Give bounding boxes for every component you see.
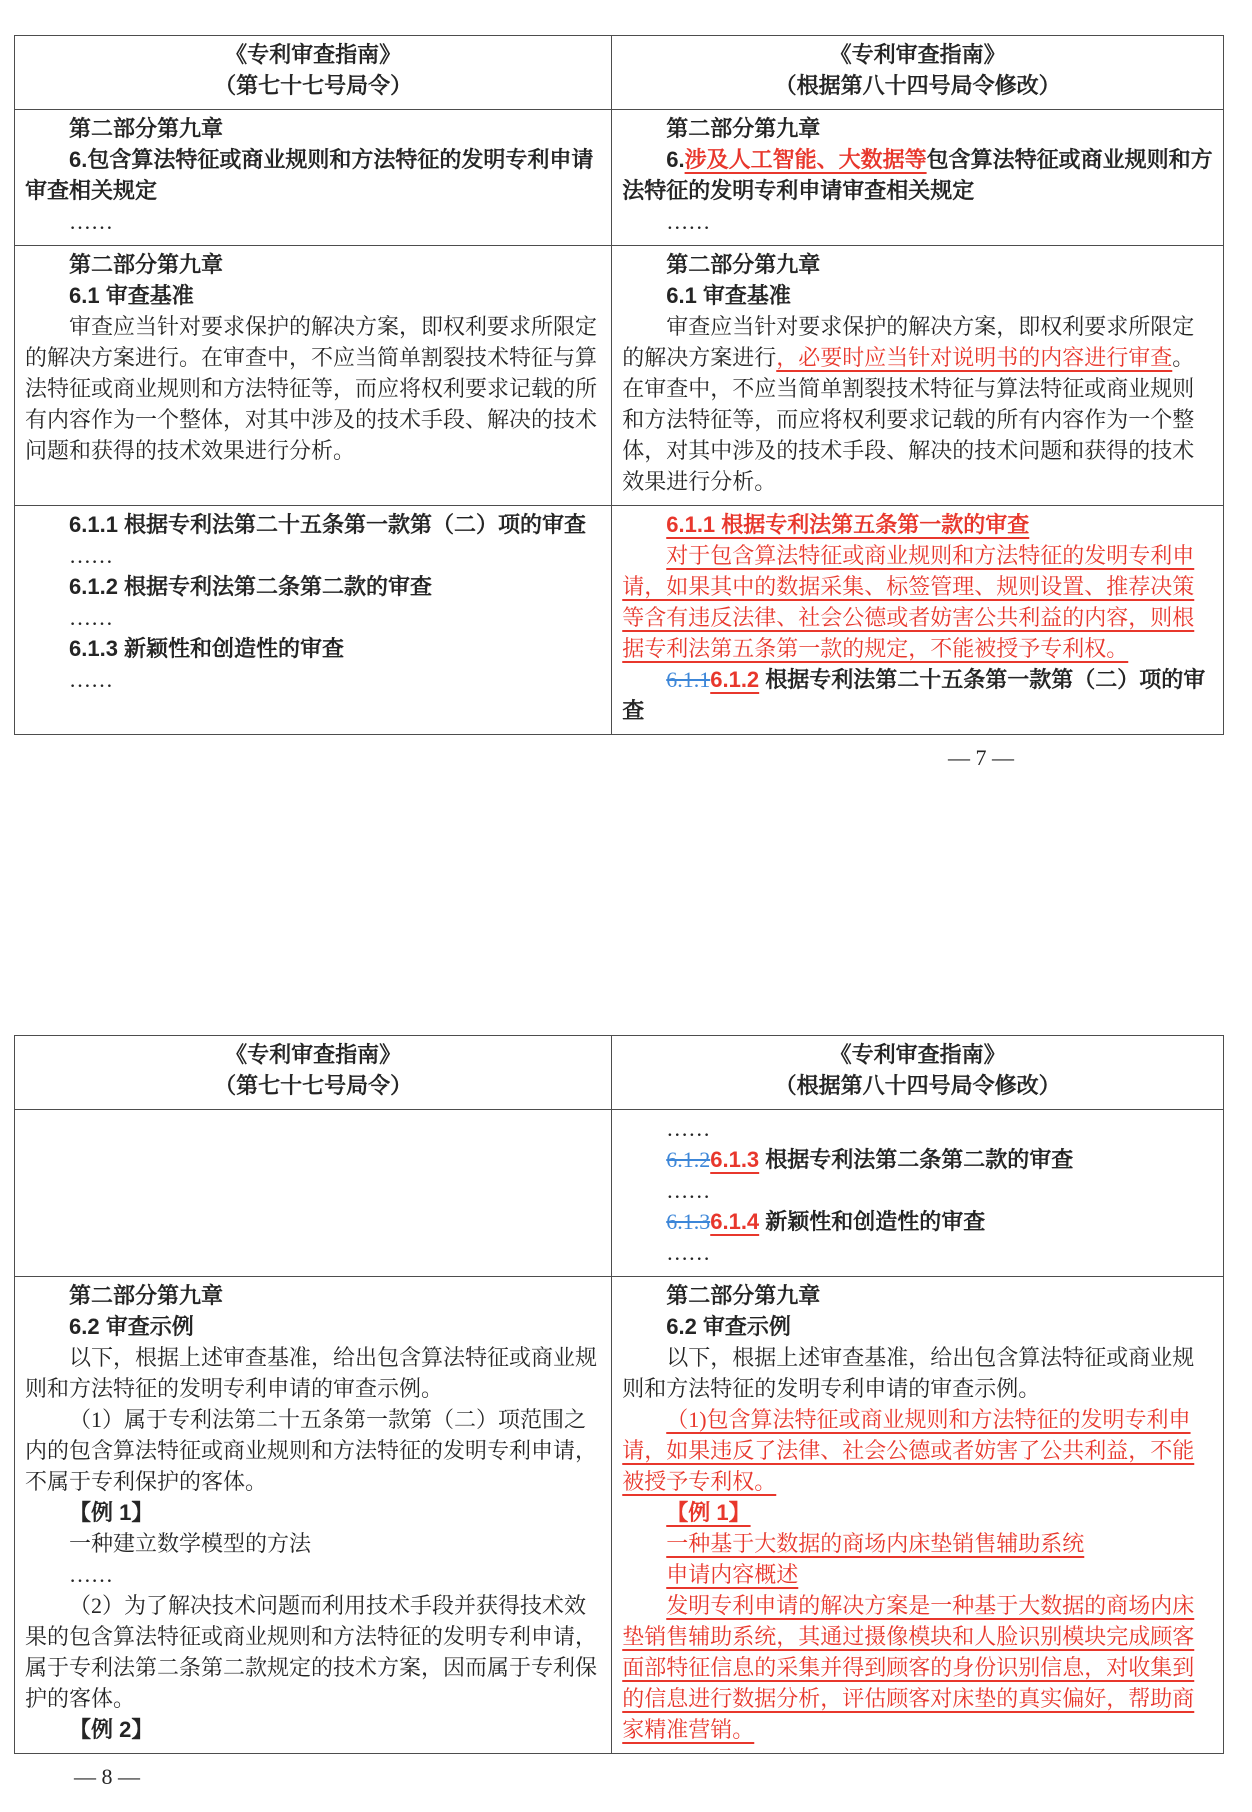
old-version-cell [15, 110, 612, 246]
text-run: 6. [666, 147, 685, 172]
text-run: 申请内容概述 [666, 1562, 799, 1587]
text-run: …… [666, 209, 711, 234]
paragraph [622, 540, 1213, 664]
paragraph [25, 249, 601, 280]
text-run: …… [666, 1116, 711, 1141]
new-version-cell [612, 246, 1224, 506]
text-run: 一种基于大数据的商场内床垫销售辅助系统 [666, 1531, 1085, 1556]
old-version-header [15, 36, 612, 110]
paragraph [25, 1528, 601, 1559]
text-run: 6.2 审查示例 [69, 1314, 194, 1339]
text-run: 【例 1】 [666, 1500, 751, 1525]
text-run: 第二部分第九章 [69, 116, 224, 141]
paragraph [622, 1311, 1213, 1342]
paragraph [622, 311, 1213, 497]
header-line [25, 1070, 601, 1101]
text-run: …… [69, 1562, 113, 1587]
text-run: 根据专利法第二十五条第一款第（二）项的审查 [622, 667, 1206, 723]
text-run: 6.1.3 [666, 1209, 711, 1234]
text-run: 6.1.2 根据专利法第二条第二款的审查 [69, 574, 433, 599]
new-version-header [612, 1036, 1224, 1110]
page-break-gap [14, 773, 1252, 1035]
text-run: 对于包含算法特征或商业规则和方法特征的发明专利申请，如果其中的数据采集、标签管理、规则设置、推荐决策等含有违反法律、社会公德或者妨害公共利益的内容，则根据专利法第五条第一款的规定，不能被授予专利权。 [622, 543, 1195, 661]
new-version-header [612, 36, 1224, 110]
text-run: （1）属于专利法第二十五条第一款第（二）项范围之内的包含算法特征或商业规则和方法特征的发明专利申请，不属于专利保护的客体。 [25, 1407, 598, 1494]
paragraph [25, 1311, 601, 1342]
new-version-cell [612, 506, 1224, 735]
text-run: 审查应当针对要求保护的解决方案，即权利要求所限定的解决方案进行。在审查中，不应当简单割裂技术特征与算法特征或商业规则和方法特征等，而应将权利要求记载的所有内容作为一个整体，对其中涉及的技术手段、解决的技术问题和获得的技术效果进行分析。 [25, 314, 598, 463]
paragraph [622, 1113, 1213, 1144]
text-run: 6.1.2 [666, 1147, 711, 1172]
header-line [25, 1039, 601, 1070]
paragraph [25, 633, 601, 664]
paragraph [25, 1590, 601, 1714]
paragraph [25, 1497, 601, 1528]
page-number-7: — 7 — [948, 745, 1014, 770]
table-header-row [15, 1036, 1224, 1110]
paragraph [25, 509, 601, 540]
text-run: 一种建立数学模型的方法 [69, 1531, 312, 1556]
text-run: …… [69, 667, 113, 692]
table-row [15, 246, 1224, 506]
table-row [15, 1277, 1224, 1754]
text-run: 《专利审查指南》 [225, 42, 402, 67]
old-version-cell [15, 246, 612, 506]
text-run: 6.1.1 [666, 667, 711, 692]
table-row [15, 1110, 1224, 1277]
text-run: 《专利审查指南》 [829, 42, 1006, 67]
text-run: …… [666, 1178, 711, 1203]
text-run: 6.1.4 [710, 1209, 760, 1234]
paragraph [25, 206, 601, 237]
paragraph [622, 249, 1213, 280]
header-line [622, 70, 1213, 101]
header-line [25, 70, 601, 101]
paragraph [622, 1590, 1213, 1745]
text-run: （2）为了解决技术问题而利用技术手段并获得技术效果的包含算法特征或商业规则和方法特征的发明专利申请，属于专利法第二条第二款规定的技术方案，因而属于专利保护的客体。 [25, 1593, 598, 1711]
text-run: …… [69, 605, 113, 630]
new-version-cell [612, 1110, 1224, 1277]
text-run: （1)包含算法特征或商业规则和方法特征的发明专利申请，如果违反了法律、社会公德或者妨害了公共利益，不能被授予专利权。 [622, 1407, 1195, 1494]
table-row [15, 506, 1224, 735]
paragraph [622, 1175, 1213, 1206]
table-header-row [15, 36, 1224, 110]
text-run: …… [69, 209, 113, 234]
text-run: 第二部分第九章 [666, 252, 821, 277]
text-run: 6.1 审查基准 [666, 283, 791, 308]
text-run: 6.1.3 新颖性和创造性的审查 [69, 636, 345, 661]
paragraph [25, 540, 601, 571]
text-run: 第二部分第九章 [666, 116, 821, 141]
text-run: …… [666, 1240, 711, 1265]
text-run: （根据第八十四号局令修改） [774, 73, 1061, 98]
text-run: 审查应当针对要求保护的解决方案，即权利要求所限定的解决方案进行 [622, 314, 1195, 370]
header-line [622, 39, 1213, 70]
text-run: 包含算法特征或商业规则和方法特征的发明专利申请审查相关规定 [622, 147, 1213, 203]
paragraph [25, 1280, 601, 1311]
text-run: 6.1.1 根据专利法第二十五条第一款第（二）项的审查 [69, 512, 587, 537]
old-version-header [15, 1036, 612, 1110]
paragraph [622, 1206, 1213, 1237]
text-run: 。在审查中，不应当简单割裂技术特征与算法特征或商业规则和方法特征等，而应将权利要求记载的所有内容作为一个整体，对其中涉及的技术手段、解决的技术问题和获得的技术效果进行分析。 [622, 345, 1195, 494]
paragraph [25, 1342, 601, 1404]
page-number-8: — 8 — [74, 1764, 140, 1789]
text-run: 第二部分第九章 [666, 1283, 821, 1308]
text-run: 6.1.2 [710, 667, 760, 692]
text-run: 第二部分第九章 [69, 1283, 224, 1308]
paragraph [25, 311, 601, 466]
paragraph [25, 664, 601, 695]
new-version-cell [612, 1277, 1224, 1754]
text-run: （根据第八十四号局令修改） [774, 1073, 1061, 1098]
text-run: 6.1.3 [710, 1147, 760, 1172]
text-run: （第七十七号局令） [214, 73, 413, 98]
old-version-cell [15, 506, 612, 735]
text-run: 6.1.1 根据专利法第五条第一款的审查 [666, 512, 1030, 537]
text-run: 涉及人工智能、大数据等 [684, 147, 927, 172]
paragraph [622, 113, 1213, 144]
text-run: 以下，根据上述审查基准，给出包含算法特征或商业规则和方法特征的发明专利申请的审查示例。 [622, 1345, 1195, 1401]
paragraph [25, 280, 601, 311]
paragraph [25, 571, 601, 602]
paragraph [25, 602, 601, 633]
text-run: 6.包含算法特征或商业规则和方法特征的发明专利申请审查相关规定 [25, 147, 594, 203]
old-version-cell [15, 1110, 612, 1277]
text-run: （第七十七号局令） [214, 1073, 413, 1098]
text-run: 发明专利申请的解决方案是一种基于大数据的商场内床垫销售辅助系统，其通过摄像模块和人脸识别模块完成顾客面部特征信息的采集并得到顾客的身份识别信息，对收集到的信息进行数据分析，评估顾客对床垫的真实偏好，帮助商家精准营销。 [622, 1593, 1195, 1742]
paragraph [622, 1342, 1213, 1404]
paragraph [25, 1559, 601, 1590]
text-run: ，必要时应当针对说明书的内容进行审查 [776, 345, 1173, 370]
text-run: 《专利审查指南》 [225, 1042, 402, 1067]
text-run: 【例 2】 [69, 1717, 154, 1742]
new-version-cell [612, 110, 1224, 246]
paragraph [25, 1404, 601, 1497]
text-run: 【例 1】 [69, 1500, 154, 1525]
text-run: …… [69, 543, 113, 568]
text-run: 《专利审查指南》 [829, 1042, 1006, 1067]
text-run: 根据专利法第二条第二款的审查 [759, 1147, 1074, 1172]
paragraph [622, 1404, 1213, 1497]
paragraph [25, 1714, 601, 1745]
table-row [15, 110, 1224, 246]
text-run: 以下，根据上述审查基准，给出包含算法特征或商业规则和方法特征的发明专利申请的审查示例。 [25, 1345, 598, 1401]
paragraph [622, 509, 1213, 540]
paragraph [622, 1497, 1213, 1528]
paragraph [622, 206, 1213, 237]
paragraph [25, 113, 601, 144]
paragraph [622, 664, 1213, 726]
text-run: 6.1 审查基准 [69, 283, 194, 308]
comparison-table-page-7 [14, 35, 1224, 735]
paragraph [622, 1237, 1213, 1268]
paragraph [622, 144, 1213, 206]
paragraph [25, 144, 601, 206]
text-run: 新颖性和创造性的审查 [759, 1209, 986, 1234]
comparison-table-page-8 [14, 1035, 1224, 1754]
paragraph [622, 1144, 1213, 1175]
text-run: 6.2 审查示例 [666, 1314, 791, 1339]
paragraph [622, 1280, 1213, 1311]
header-line [622, 1070, 1213, 1101]
paragraph [622, 1559, 1213, 1590]
paragraph [622, 280, 1213, 311]
text-run: 第二部分第九章 [69, 252, 224, 277]
old-version-cell [15, 1277, 612, 1754]
paragraph [622, 1528, 1213, 1559]
header-line [25, 39, 601, 70]
header-line [622, 1039, 1213, 1070]
